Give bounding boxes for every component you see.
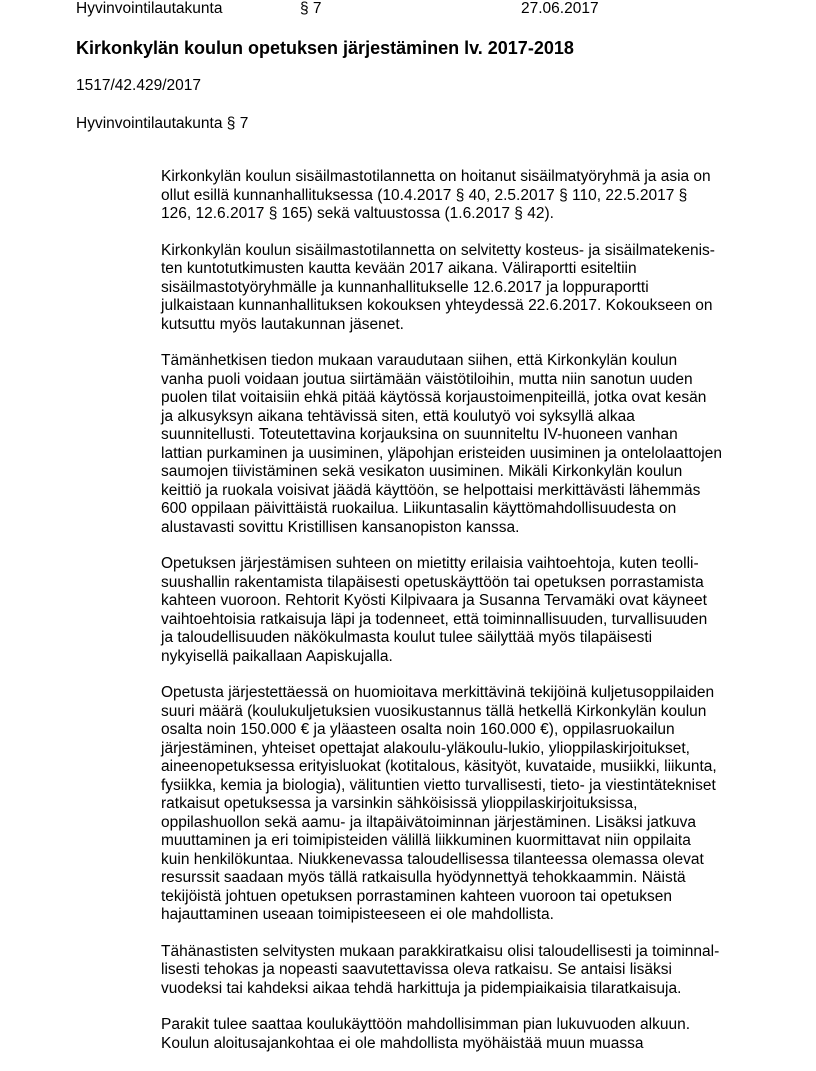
paragraph-line: osalta noin 150.000 € ja yläasteen osalta noin 160.000 €), oppilasruokailun	[161, 721, 675, 738]
paragraph-line: nykyisellä paikallaan Aapiskujalla.	[161, 647, 393, 665]
header-date: 27.06.2017	[521, 0, 599, 17]
document-body	[161, 168, 749, 1071]
paragraph-line: ja taloudellisuuden näkökulmasta koulut tulee säilyttää myös tilapäisesti	[161, 629, 653, 646]
paragraph-line: suuri määrä (koulukuljetuksien vuosikustannus tällä hetkellä Kirkonkylän koulun	[161, 702, 707, 720]
paragraph-line: kahteen vuoroon. Rehtorit Kyösti Kilpivaara ja Susanna Tervamäki ovat käyneet	[161, 592, 707, 609]
diary-number: 1517/42.429/2017	[76, 77, 201, 94]
header-section: § 7	[300, 0, 322, 17]
paragraph-line: Kirkonkylän koulun sisäilmastotilannetta on hoitanut sisäilmatyöryhmä ja asia on	[161, 168, 711, 185]
paragraph-line: julkaistaan kunnanhallituksen kokouksen yhteydessä 22.6.2017. Kokoukseen on	[161, 297, 713, 314]
paragraph-line: Tähänastisten selvitysten mukaan parakkiratkaisu olisi taloudellisesti ja toiminnal-	[161, 942, 720, 960]
paragraph-line: aineenopetuksessa erityisluokat (kotitalous, käsityöt, kuvataide, musiikki, liikunta,	[161, 758, 717, 775]
document-title: Kirkonkylän koulun opetuksen järjestäminen lv. 2017-2018	[76, 38, 574, 58]
paragraph-line: resurssit saadaan myös tällä ratkaisulla hyödynnettyä tehokkaammin. Näistä	[161, 869, 686, 886]
paragraph-line: ratkaisut opetuksessa ja varsinkin sähköisissä ylioppilaskirjoituksissa,	[161, 795, 638, 812]
paragraph-line: vanha puoli voidaan joutua siirtämään väistötiloihin, mutta niin sanotun uuden	[161, 370, 693, 388]
paragraph-line: suunnitellusti. Toteutettavina korjauksina on suunniteltu IV-huoneen vanhan	[161, 426, 678, 443]
paragraph-line: lattian purkaminen ja uusiminen, yläpohjan eristeiden uusiminen ja ontelolaattojen	[161, 444, 722, 462]
paragraph-line: kutsuttu myös lautakunnan jäsenet.	[161, 315, 404, 333]
paragraph-line: muuttaminen ja eri toimipisteiden välillä liikkuminen kuormittavat niin oppilaita	[161, 832, 691, 849]
body-paragraph	[161, 352, 749, 537]
paragraph-line: Tämänhetkisen tiedon mukaan varaudutaan siihen, että Kirkonkylän koulun	[161, 352, 678, 369]
paragraph-line: Opetuksen järjestämisen suhteen on mietitty erilaisia vaihtoehtoja, kuten teolli-	[161, 555, 699, 572]
paragraph-line: fysiikka, kemia ja biologia), välituntien vietto turvallisesti, tieto- ja viestintätekniset	[161, 776, 716, 794]
paragraph-line: keittiö ja ruokala voisivat jäädä käyttöön, se helpottaisi merkittävästi lähemmäs	[161, 481, 701, 499]
paragraph-line: alustavasti sovittu Kristillisen kansanopiston kanssa.	[161, 518, 520, 536]
paragraph-line: vuodeksi tai kahdeksi aikaa tehdä harkittuja ja pidempiaikaisia tilaratkaisuja.	[161, 979, 682, 997]
paragraph-line: hajauttaminen useaan toimipisteeseen ei ole mahdollista.	[161, 906, 554, 923]
paragraph-line: ollut esillä kunnanhallituksessa (10.4.2017 § 40, 2.5.2017 § 110, 22.5.2017 §	[161, 186, 688, 204]
body-paragraph	[161, 168, 749, 224]
section-reference: Hyvinvointilautakunta § 7	[76, 115, 249, 132]
body-paragraph	[161, 943, 749, 999]
body-paragraph	[161, 555, 749, 666]
paragraph-line: Kirkonkylän koulun sisäilmastotilannetta on selvitetty kosteus- ja sisäilmatekenis-	[161, 241, 715, 259]
body-paragraph	[161, 242, 749, 335]
paragraph-line: 126, 12.6.2017 § 165) sekä valtuustossa (1.6.2017 § 42).	[161, 205, 554, 222]
paragraph-line: järjestäminen, yhteiset opettajat alakoulu-yläkoulu-lukio, ylioppilaskirjoitukset,	[161, 739, 690, 757]
paragraph-line: puolen tilat voitaisiin ehkä pitää käytössä korjaustoimenpiteillä, jotka ovat kesän	[161, 389, 707, 406]
paragraph-line: Opetusta järjestettäessä on huomioitava merkittävinä tekijöinä kuljetusoppilaiden	[161, 684, 715, 701]
header-organ: Hyvinvointilautakunta	[76, 0, 223, 17]
paragraph-line: kuin henkilökuntaa. Niukkenevassa taloudellisessa tilanteessa olemassa olevat	[161, 850, 704, 868]
body-paragraph	[161, 684, 749, 925]
paragraph-line: ten kuntotutkimusten kautta kevään 2017 aikana. Väliraportti esiteltiin	[161, 260, 637, 277]
paragraph-line: lisesti tehokas ja nopeasti saavutettavissa oleva ratkaisu. Se antaisi lisäksi	[161, 961, 672, 978]
paragraph-line: sisäilmastotyöryhmälle ja kunnanhallitukselle 12.6.2017 ja loppuraportti	[161, 278, 649, 296]
paragraph-line: Koulun aloitusajankohtaa ei ole mahdollista myöhäistää muun muassa	[161, 1034, 644, 1052]
paragraph-line: Parakit tulee saattaa koulukäyttöön mahdollisimman pian lukuvuoden alkuun.	[161, 1016, 691, 1033]
paragraph-line: vaihtoehtoisia ratkaisuja läpi ja todenneet, että toiminnallisuuden, turvallisuuden	[161, 610, 708, 628]
body-paragraph	[161, 1016, 749, 1053]
paragraph-line: saumojen tiivistäminen sekä vesikaton uusiminen. Mikäli Kirkonkylän koulun	[161, 463, 683, 480]
paragraph-line: ja alkusyksyn aikana tehtävissä siten, että koulutyö voi syksyllä alkaa	[161, 407, 635, 425]
paragraph-line: oppilashuollon sekä aamu- ja iltapäivätoiminnan järjestäminen. Lisäksi jatkuva	[161, 813, 697, 831]
paragraph-line: 600 oppilaan päivittäistä ruokailua. Liikuntasalin käyttömahdollisuudesta on	[161, 500, 677, 517]
paragraph-line: suushallin rakentamista tilapäisesti opetuskäyttöön tai opetuksen porrastamista	[161, 573, 704, 591]
paragraph-line: tekijöistä johtuen opetuksen porrastaminen kahteen vuoroon tai opetuksen	[161, 887, 672, 905]
